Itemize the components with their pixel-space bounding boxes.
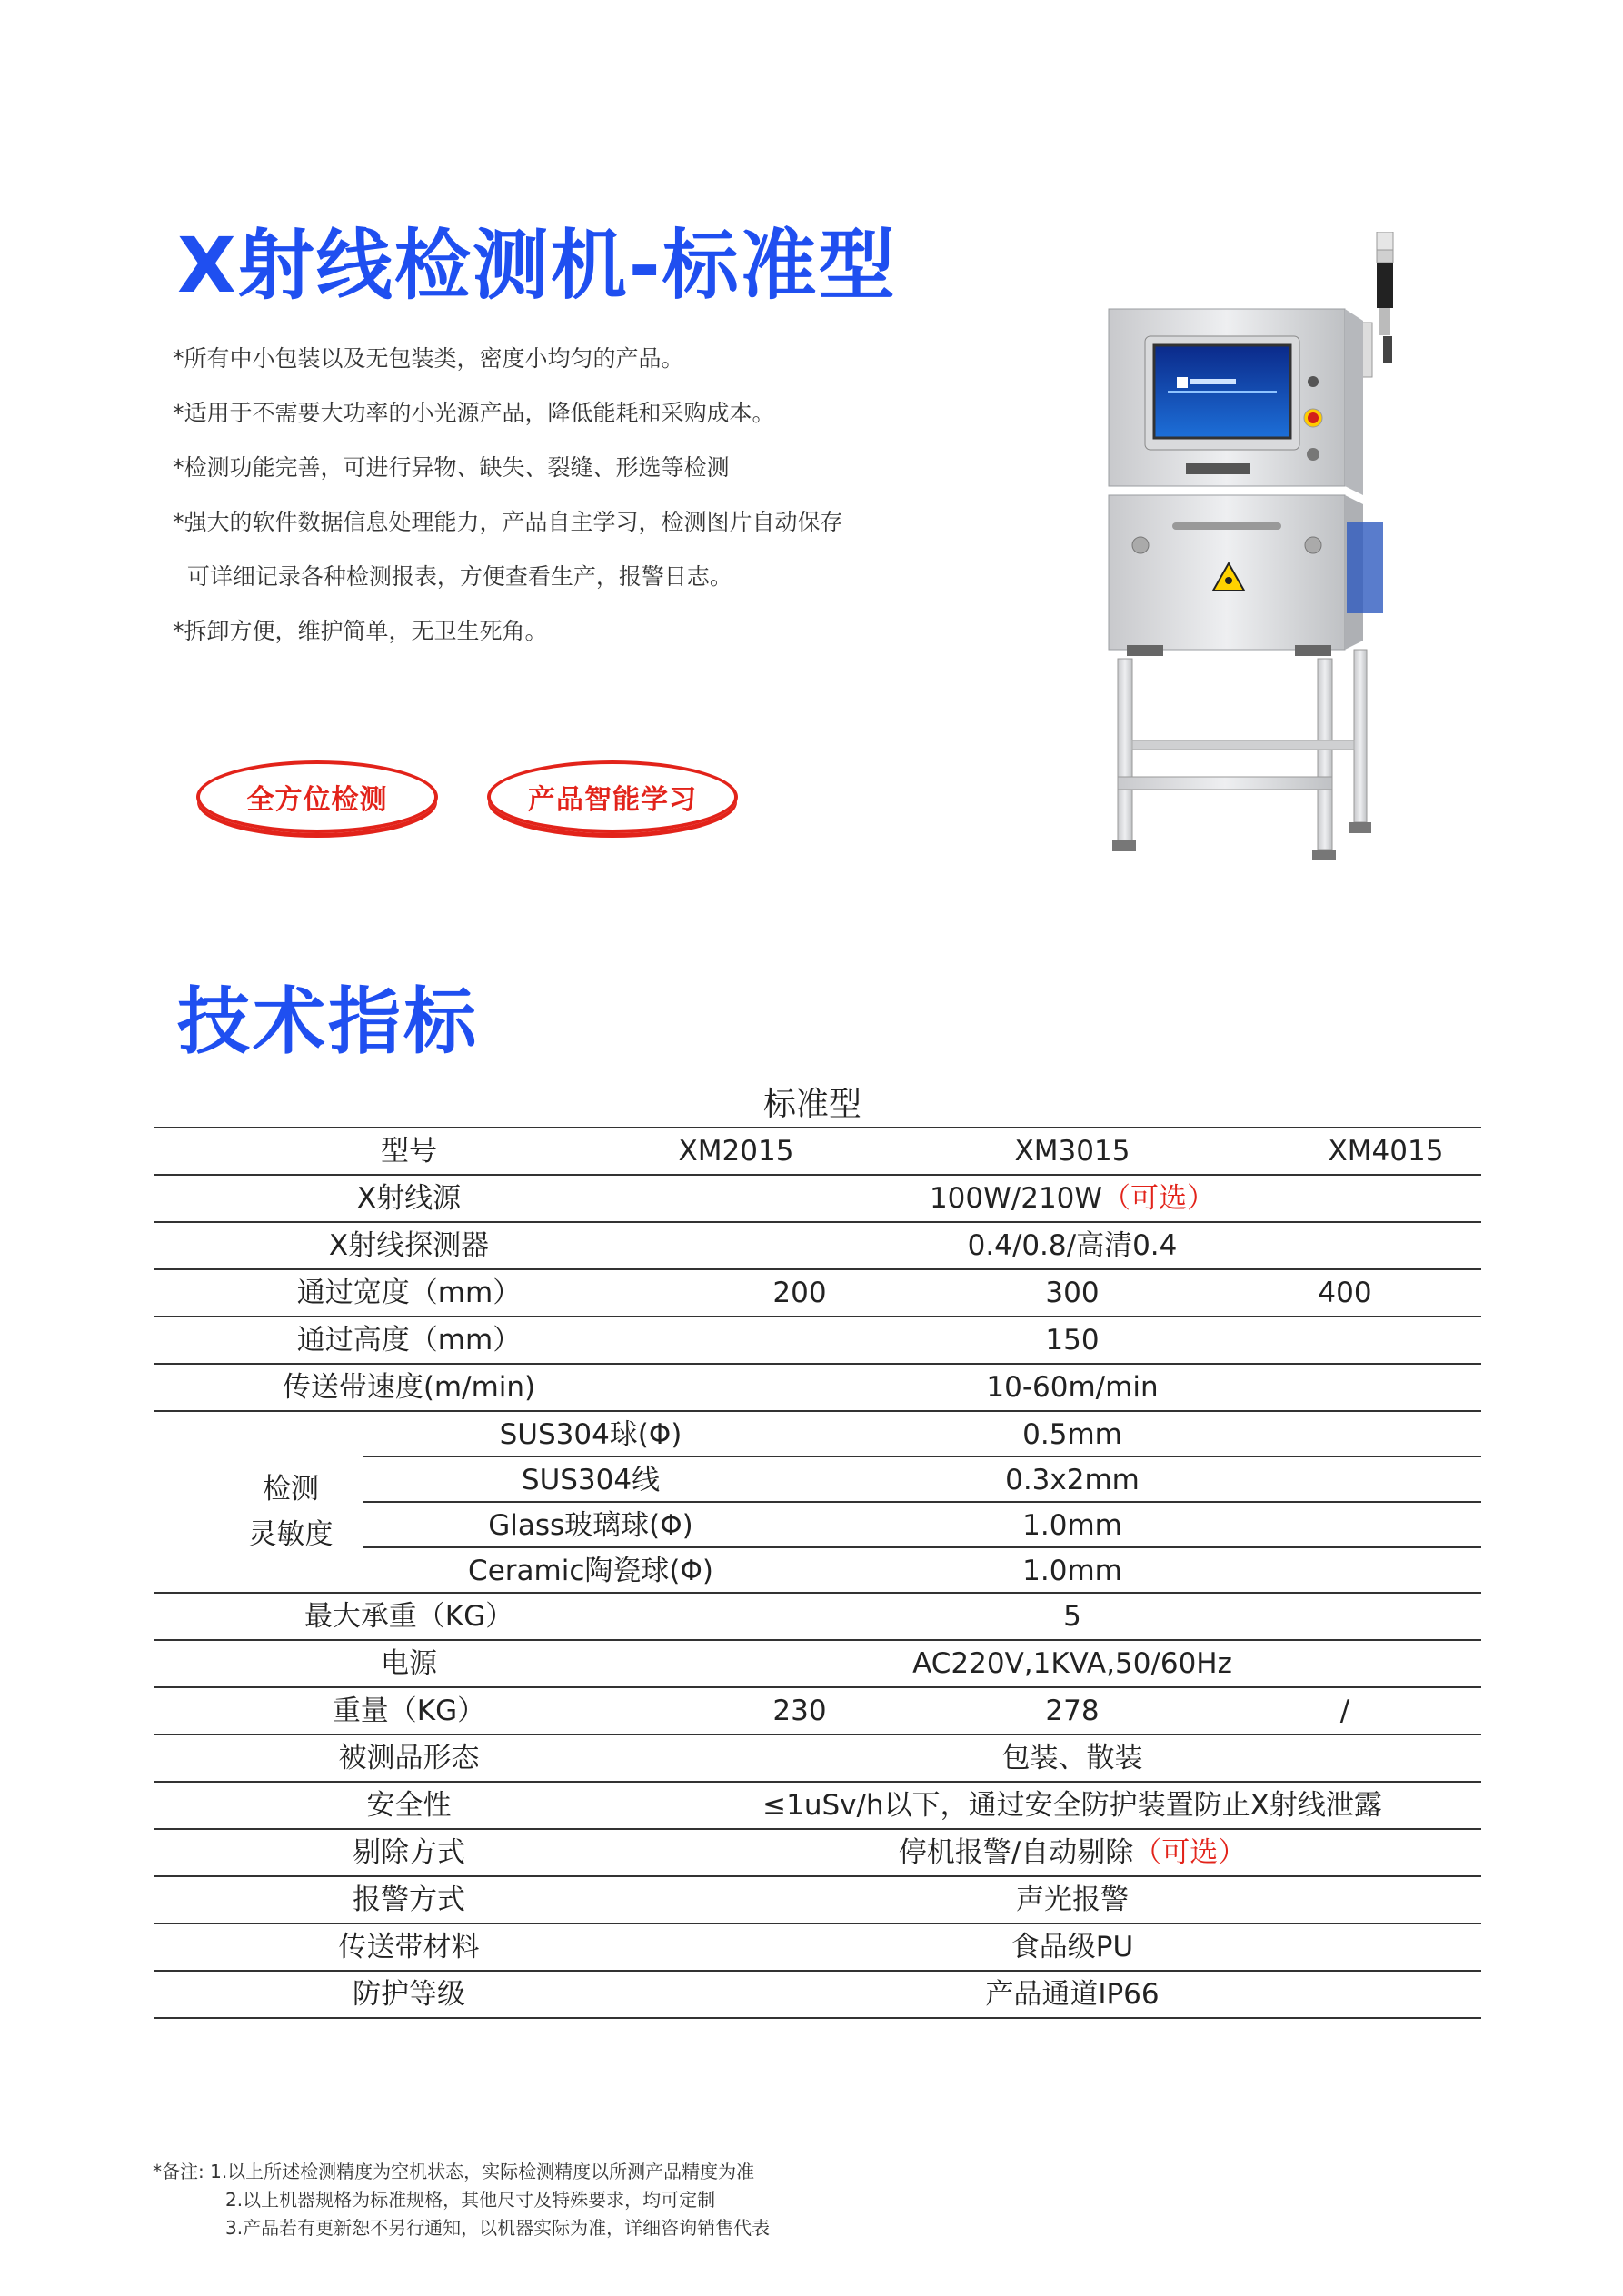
row-value: 声光报警: [1016, 1884, 1129, 1916]
table-row: [154, 1877, 1481, 1924]
row-value: [663, 1830, 1481, 1875]
sensitivity-item-label: SUS304球(Φ): [499, 1418, 682, 1451]
row-value: 包装、散装: [1001, 1742, 1143, 1774]
row-value: AC220V,1KVA,50/60Hz: [912, 1647, 1232, 1680]
model-cell: XM4015: [1328, 1135, 1444, 1168]
spec-table: [154, 1127, 1481, 2019]
footnote: 3.产品若有更新恕不另行通知，以机器实际为准，详细咨询销售代表: [225, 2217, 771, 2239]
row-value: 10-60m/min: [986, 1371, 1159, 1404]
optional-note: （可选）: [1102, 1182, 1216, 1215]
table-row: [154, 1594, 1481, 1641]
row-label: 安全性: [366, 1789, 452, 1822]
footnote: *备注: 1.以上所述检测精度为空机状态，实际检测精度以所测产品精度为准: [153, 2161, 755, 2182]
row-label: X射线源: [356, 1182, 462, 1215]
sensitivity-item-label: Ceramic陶瓷球(Φ): [468, 1555, 713, 1587]
table-row: [154, 1641, 1481, 1688]
row-label: 最大承重（KG）: [304, 1600, 514, 1633]
table-row: [154, 1270, 1481, 1317]
section-title: 技术指标: [177, 979, 479, 1064]
sensitivity-item-value: 1.0mm: [1022, 1555, 1122, 1587]
row-value: 产品通道IP66: [985, 1978, 1160, 2011]
footnotes: [153, 2158, 770, 2242]
feature-item: *拆卸方便，维护简单，无卫生死角。: [173, 618, 548, 644]
sensitivity-label-line: 检测: [263, 1473, 319, 1506]
sensitivity-row: [154, 1412, 1481, 1457]
row-value: 5: [1063, 1600, 1081, 1633]
row-value: 278: [1045, 1695, 1100, 1727]
row-label: 通过高度（mm）: [296, 1324, 522, 1357]
table-row: [154, 1365, 1481, 1412]
sensitivity-row: [154, 1548, 1481, 1594]
sensitivity-item-label: SUS304线: [521, 1464, 661, 1496]
row-label: 型号: [381, 1135, 437, 1168]
row-value: 0.4/0.8/高清0.4: [967, 1229, 1178, 1262]
table-row: [154, 1317, 1481, 1365]
sensitivity-item-value: 1.0mm: [1022, 1509, 1122, 1542]
row-label: 被测品形态: [338, 1742, 480, 1774]
machine-image: [1090, 232, 1454, 895]
sensitivity-row: [154, 1457, 1481, 1503]
sensitivity-item-value: 0.3x2mm: [1005, 1464, 1140, 1496]
row-label: X射线探测器: [328, 1229, 490, 1262]
row-label: 剔除方式: [353, 1836, 465, 1869]
model-cell: XM3015: [1014, 1135, 1130, 1168]
table-row: [154, 1688, 1481, 1735]
table-row-model: [154, 1127, 1481, 1176]
row-value: /: [1339, 1695, 1350, 1727]
table-title-text: 标准型: [763, 1086, 862, 1123]
row-label: 防护等级: [353, 1978, 465, 2011]
row-label: 重量（KG）: [332, 1695, 486, 1727]
row-value: 300: [1045, 1277, 1100, 1309]
feature-list: [173, 332, 843, 659]
sensitivity-item-label: Glass玻璃球(Φ): [488, 1509, 693, 1542]
table-row: [154, 1223, 1481, 1270]
table-row: [154, 1783, 1481, 1830]
value-text: 100W/210W: [929, 1182, 1103, 1215]
sensitivity-group: [154, 1412, 1481, 1594]
row-label: 传送带速度(m/min): [282, 1371, 536, 1404]
emergency-stop-icon: [1304, 409, 1322, 427]
page-title: X射线检测机-标准型: [177, 221, 897, 310]
badge-smart-learning: 产品智能学习: [487, 760, 738, 833]
sensitivity-item-value: 0.5mm: [1022, 1418, 1122, 1451]
row-value: 150: [1045, 1324, 1100, 1357]
row-label: 电源: [381, 1647, 437, 1680]
row-value: [663, 1176, 1481, 1221]
row-value: 食品级PU: [1011, 1931, 1134, 1963]
row-label: 报警方式: [353, 1884, 465, 1916]
row-label: 通过宽度（mm）: [296, 1277, 522, 1309]
row-label: 传送带材料: [338, 1931, 480, 1963]
table-row: [154, 1924, 1481, 1972]
feature-item: *适用于不需要大功率的小光源产品，降低能耗和采购成本。: [173, 400, 775, 426]
feature-item: *所有中小包装以及无包装类，密度小均匀的产品。: [173, 345, 684, 372]
value-text: 停机报警/自动剔除: [898, 1836, 1134, 1869]
row-value: ≤1uSv/h以下，通过安全防护装置防止X射线泄露: [762, 1789, 1382, 1822]
table-row: [154, 1972, 1481, 2019]
table-row: [154, 1176, 1481, 1223]
optional-note: （可选）: [1133, 1836, 1247, 1869]
row-value: 230: [772, 1695, 827, 1727]
sensitivity-row: [154, 1503, 1481, 1548]
footnote: 2.以上机器规格为标准规格，其他尺寸及特殊要求，均可定制: [225, 2189, 716, 2211]
table-row: [154, 1735, 1481, 1783]
feature-item: *强大的软件数据信息处理能力，产品自主学习，检测图片自动保存: [173, 509, 843, 535]
badge-full-inspection: 全方位检测: [196, 760, 438, 833]
table-row: [154, 1830, 1481, 1877]
row-value: 200: [772, 1277, 827, 1309]
model-cell: XM2015: [678, 1135, 794, 1168]
feature-item: 可详细记录各种检测报表，方便查看生产，报警日志。: [173, 563, 732, 590]
feature-item: *检测功能完善，可进行异物、缺失、裂缝、形选等检测: [173, 454, 730, 481]
sensitivity-label-line: 灵敏度: [248, 1518, 334, 1551]
row-value: 400: [1318, 1277, 1372, 1309]
